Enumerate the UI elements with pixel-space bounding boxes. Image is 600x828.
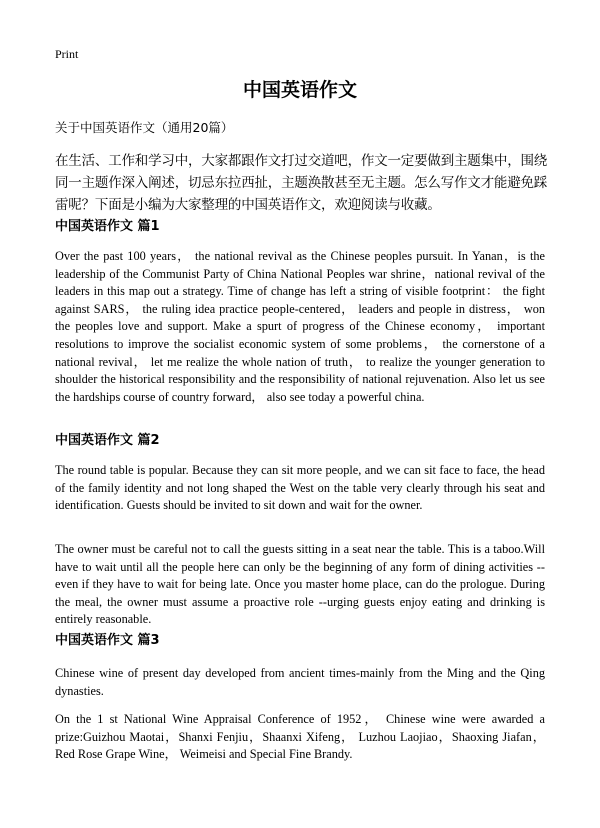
section-1-paragraph-1: Over the past 100 years， the national revival as the Chinese peoples pursuit. In Yanan，is the leadership of the Communist Party of China National Peoples war shrine，national revival of the leaders in this map out a strategy. Time of change has left a string of visible footprint： the fight against SARS， the ruling idea practice people-centered， leaders and people in distress， won the peoples love and support. Make a spurt of progress of the Chinese economy， important resolutions to improve the socialist economic system of some problems， the cornerstone of a national revival， let me realize the whole nation of truth， to realize the younger generation to shoulder the historical responsibility and the responsibility of national rejuvenation. Also let us see the hardships course of country forward， also see today a powerful china. <box>55 249 545 404</box>
section-3-paragraph-2: On the 1 st National Wine Appraisal Conference of 1952， Chinese wine were awarded a prize:Guizhou Maotai，Shanxi Fenjiu，Shaanxi Xifeng， Luzhou Laojiao，Shaoxing Jiafan，Red Rose Grape Wine， Weimeisi and Special Fine Brandy. <box>55 712 545 762</box>
intro-paragraph: 在生活、工作和学习中，大家都跟作文打过交道吧，作文一定要做到主题集中，围绕同一主题作深入阐述，切忌东拉西扯，主题涣散甚至无主题。怎么写作文才能避免踩雷呢？下面是小编为大家整理的中国英语作文，欢迎阅读与收藏。 <box>55 153 548 213</box>
section-2-paragraph-1: The round table is popular. Because they can sit more people, and we can sit face to face, the head of the family identity and not long shaped the West on the table very clearly through his seat and identification. Guests should be invited to sit down and wait for the owner. <box>55 463 545 513</box>
page-title: 中国英语作文 <box>242 79 357 101</box>
section-2-heading: 中国英语作文 篇2 <box>55 433 160 448</box>
section-2-paragraph-2: The owner must be careful not to call the guests sitting in a seat near the table. This is a taboo.Will have to wait until all the people here can only be the beginning of any form of dining activities --even if they have to wait for being late. Once you master home place, can do the prologue. During the meal, the owner must assume a proactive role --urging guests enjoy eating and drinking is entirely reasonable. <box>55 542 545 627</box>
section-3-heading: 中国英语作文 篇3 <box>55 633 160 648</box>
page-subtitle: 关于中国英语作文（通用20篇） <box>55 120 234 135</box>
print-link[interactable]: Print <box>55 47 79 61</box>
section-1-heading: 中国英语作文 篇1 <box>55 219 160 234</box>
section-3-paragraph-1: Chinese wine of present day developed from ancient times-mainly from the Ming and the Qing dynasties. <box>55 666 545 698</box>
